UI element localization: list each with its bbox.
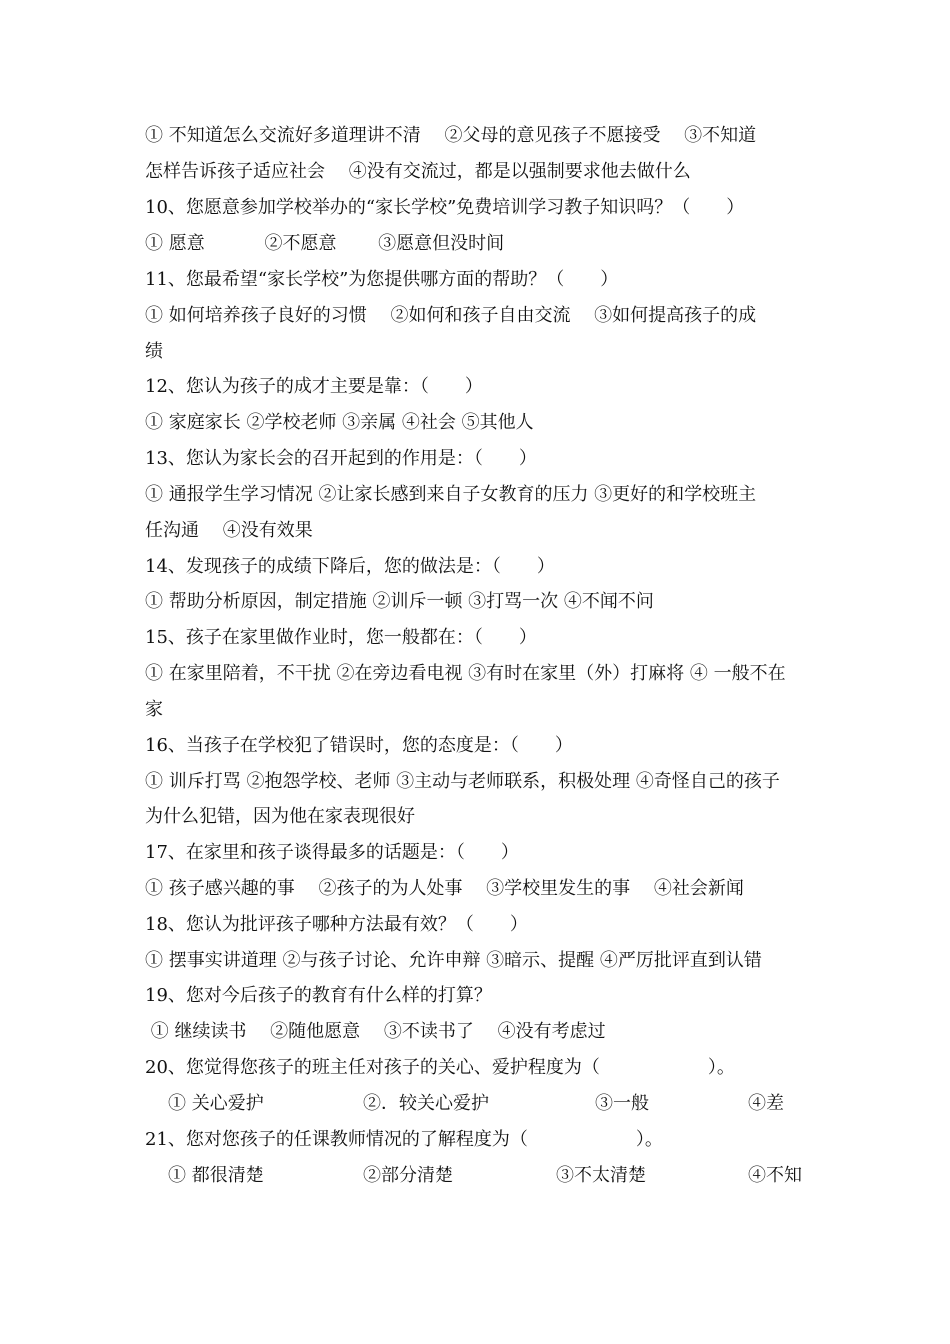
q15-options-line1: ① 在家里陪着，不干扰 ②在旁边看电视 ③有时在家里（外）打麻将 ④ 一般不在 xyxy=(145,663,786,684)
q16-question: 16、当孩子在学校犯了错误时，您的态度是：（ ） xyxy=(145,735,573,756)
q21-option-1: ① 都很清楚 xyxy=(168,1165,264,1186)
q9-options-line2: 怎样告诉孩子适应社会 ④没有交流过，都是以强制要求他去做什么 xyxy=(145,161,691,182)
q16-options-line1: ① 训斥打骂 ②抱怨学校、老师 ③主动与老师联系，积极处理 ④奇怪自己的孩子 xyxy=(145,771,780,792)
q18-question: 18、您认为批评孩子哪种方法最有效？（ ） xyxy=(145,914,528,935)
q11-options-line2: 绩 xyxy=(145,341,163,362)
q20-question: 20、您觉得您孩子的班主任对孩子的关心、爱护程度为（ ）。 xyxy=(145,1057,735,1078)
q19-question: 19、您对今后孩子的教育有什么样的打算？ xyxy=(145,985,492,1006)
q14-question: 14、发现孩子的成绩下降后，您的做法是：（ ） xyxy=(145,556,555,577)
q10-options: ① 愿意 ②不愿意 ③愿意但没时间 xyxy=(145,233,505,254)
q21-option-4: ④不知 xyxy=(748,1165,802,1186)
q18-options: ① 摆事实讲道理 ②与孩子讨论、允许申辩 ③暗示、提醒 ④严厉批评直到认错 xyxy=(145,950,762,971)
q13-question: 13、您认为家长会的召开起到的作用是：（ ） xyxy=(145,448,537,469)
q20-option-2: ②．较关心爱护 xyxy=(363,1093,489,1114)
q15-question: 15、孩子在家里做作业时，您一般都在：（ ） xyxy=(145,627,537,648)
q17-question: 17、在家里和孩子谈得最多的话题是：（ ） xyxy=(145,842,519,863)
q12-options: ① 家庭家长 ②学校老师 ③亲属 ④社会 ⑤其他人 xyxy=(145,412,534,433)
q10-question: 10、您愿意参加学校举办的“家长学校”免费培训学习教子知识吗？（ ） xyxy=(145,197,745,218)
q16-options-line2: 为什么犯错，因为他在家表现很好 xyxy=(145,806,415,827)
q14-options: ① 帮助分析原因，制定措施 ②训斥一顿 ③打骂一次 ④不闻不问 xyxy=(145,591,654,612)
q21-option-3: ③不太清楚 xyxy=(556,1165,646,1186)
q11-options-line1: ① 如何培养孩子良好的习惯 ②如何和孩子自由交流 ③如何提高孩子的成 xyxy=(145,305,757,326)
q12-question: 12、您认为孩子的成才主要是靠：（ ） xyxy=(145,376,483,397)
q20-option-4: ④差 xyxy=(748,1093,784,1114)
q21-option-2: ②部分清楚 xyxy=(363,1165,453,1186)
q20-option-3: ③一般 xyxy=(595,1093,649,1114)
q20-option-1: ① 关心爱护 xyxy=(168,1093,264,1114)
q21-question: 21、您对您孩子的任课教师情况的了解程度为（ ）。 xyxy=(145,1129,663,1150)
q13-options-line2: 任沟通 ④没有效果 xyxy=(145,520,313,541)
q11-question: 11、您最希望“家长学校”为您提供哪方面的帮助？（ ） xyxy=(145,269,619,290)
q9-options-line1: ① 不知道怎么交流好多道理讲不清 ②父母的意见孩子不愿接受 ③不知道 xyxy=(145,125,757,146)
q17-options: ① 孩子感兴趣的事 ②孩子的为人处事 ③学校里发生的事 ④社会新闻 xyxy=(145,878,744,899)
q19-options: ① 继续读书 ②随他愿意 ③不读书了 ④没有考虑过 xyxy=(145,1021,606,1042)
q13-options-line1: ① 通报学生学习情况 ②让家长感到来自子女教育的压力 ③更好的和学校班主 xyxy=(145,484,757,505)
q15-options-line2: 家 xyxy=(145,699,163,720)
